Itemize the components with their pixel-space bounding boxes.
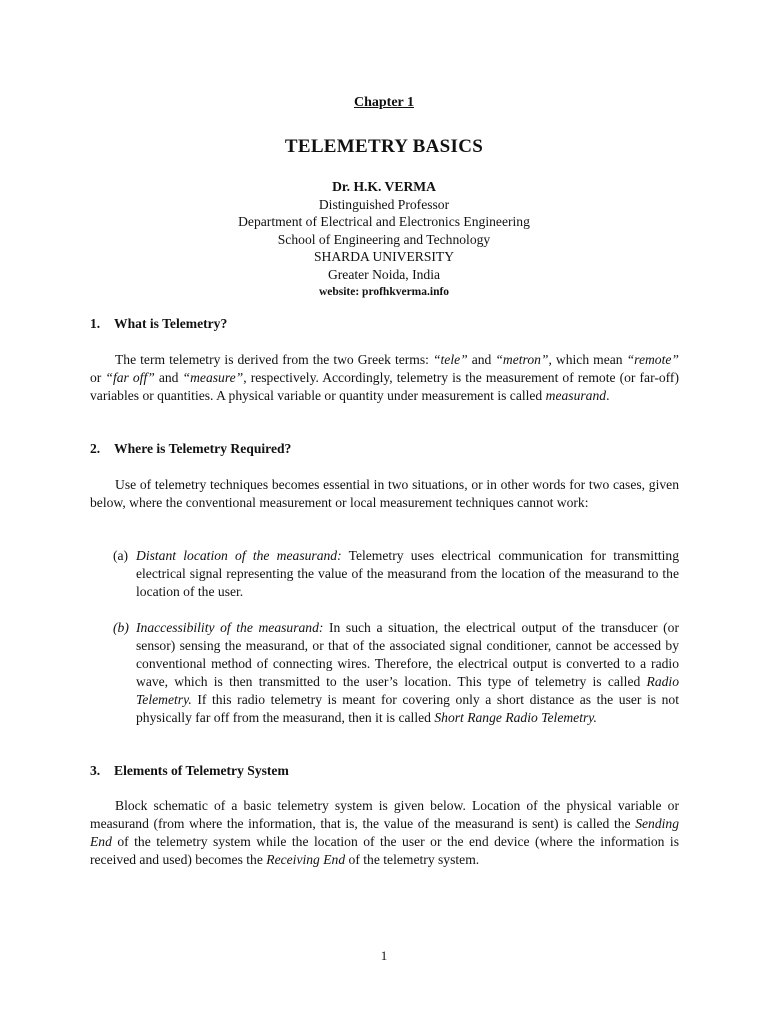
author-website: website: profhkverma.info	[318, 285, 450, 298]
italic-term: measurand	[545, 388, 607, 403]
text-run: The term telemetry is derived from the two Greek terms:	[115, 352, 433, 367]
italic-term: Short Range Radio Telemetry.	[434, 710, 597, 725]
list-marker: (a)	[113, 548, 129, 563]
author-name: Dr. H.K. VERMA	[332, 179, 436, 194]
text-run: In such a situation, the electrical output of the transducer (or sensor) sensing the measurand, or that of the associated signal conditioner, cannot be accessed by conventional method of connecting wires. Therefore, the electrical output is converted to a radio wave, which is then transmitted to the user’s location. This type of telemetry is called	[136, 620, 679, 689]
list-item-text	[136, 619, 679, 727]
page-number: 1	[380, 948, 388, 963]
list-marker: (b)	[113, 620, 129, 635]
italic-term: “metron”	[495, 352, 549, 367]
section-number: 3.	[90, 763, 101, 778]
section-paragraph-1	[90, 351, 679, 405]
author-school: School of Engineering and Technology	[277, 231, 491, 247]
text-run: If this radio telemetry is meant for covering only a short distance as the user is not physically far off from the measurand, then it is called	[136, 692, 679, 725]
section-title: Where is Telemetry Required?	[114, 441, 292, 456]
author-location: Greater Noida, India	[327, 266, 441, 282]
italic-term: “tele”	[432, 352, 468, 367]
text-run: , which mean	[548, 352, 627, 367]
italic-term: Sending End	[90, 816, 679, 849]
section-number: 2.	[90, 441, 101, 456]
section-title: What is Telemetry?	[114, 316, 228, 331]
page-title: TELEMETRY BASICS	[284, 136, 484, 157]
author-position: Distinguished Professor	[318, 196, 450, 212]
text-run: and	[467, 352, 496, 367]
list-item-b	[113, 619, 679, 727]
list-item-lead: Inaccessibility of the measurand:	[136, 620, 324, 635]
section-number: 1.	[90, 316, 101, 331]
text-run: Telemetry uses electrical communication for transmitting electrical signal representing the value of the measurand from the location of the measurand to the location of the user.	[136, 548, 679, 599]
list-item-text	[136, 547, 679, 601]
section-heading-2	[90, 440, 679, 458]
text-run: of the telemetry system.	[345, 852, 480, 867]
chapter-label: Chapter 1	[353, 95, 415, 110]
section-heading-3	[90, 762, 679, 780]
italic-term: “remote”	[626, 352, 679, 367]
text-run: .	[606, 388, 610, 403]
italic-term: Receiving End	[266, 852, 346, 867]
list-item-a	[113, 547, 679, 601]
italic-term: “measure”	[182, 370, 244, 385]
section-paragraph-3	[90, 797, 679, 869]
text-run: or	[90, 370, 106, 385]
author-university: SHARDA UNIVERSITY	[313, 249, 455, 265]
text-run: and	[154, 370, 183, 385]
section-title: Elements of Telemetry System	[114, 763, 289, 778]
italic-term: Radio Telemetry.	[136, 674, 679, 707]
section-heading-1	[90, 315, 679, 333]
italic-term: “far off”	[105, 370, 155, 385]
text-run: , respectively. Accordingly, telemetry is the measurement of remote (or far-off) variables or quantities. A physical variable or quantity under measurement is called	[90, 370, 679, 403]
author-block	[0, 178, 768, 301]
list-item-lead: Distant location of the measurand:	[136, 548, 342, 563]
author-department: Department of Electrical and Electronics Engineering	[238, 214, 530, 230]
text-run: Block schematic of a basic telemetry system is given below. Location of the physical variable or measurand (from where the information, that is, the value of the measurand is sent) is called the	[90, 798, 679, 831]
text-run: of the telemetry system while the location of the user or the end device (where the information is received and used) becomes the	[90, 834, 679, 867]
section-paragraph-2: Use of telemetry techniques becomes essential in two situations, or in other words for two cases, given below, where the conventional measurement or local measurement techniques cannot work:	[90, 477, 679, 510]
